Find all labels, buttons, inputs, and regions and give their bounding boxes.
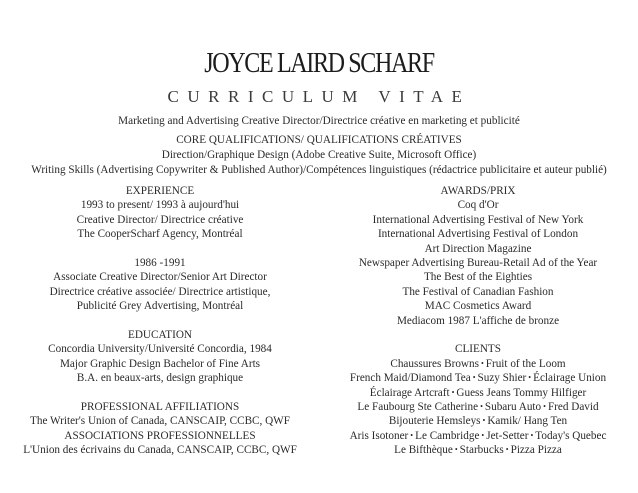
client-name: Guess Jeans Tommy Hilfiger bbox=[456, 386, 587, 399]
client-name: Le Faubourg Ste Catherine bbox=[357, 401, 479, 414]
client-name: Le Bifthèque bbox=[394, 444, 453, 457]
client-name: Éclairage Union bbox=[533, 372, 607, 385]
client-row bbox=[318, 386, 638, 400]
bullet-separator: • bbox=[479, 430, 487, 440]
candidate-name: JOYCE LAIRD SCHARF bbox=[204, 48, 434, 79]
experience-line: Directrice créative associée/ Directrice artistique, bbox=[49, 285, 271, 298]
client-row bbox=[318, 371, 638, 385]
client-name: Starbucks bbox=[459, 444, 504, 457]
award-item: Art Direction Magazine bbox=[424, 242, 532, 255]
left-column bbox=[0, 184, 320, 458]
client-name: Éclairage Artcraft bbox=[369, 386, 450, 399]
affiliations-heading: PROFESSIONAL AFFILIATIONS bbox=[80, 401, 240, 414]
award-item: Coq d'Or bbox=[457, 199, 499, 212]
client-name: Le Cambridge bbox=[415, 429, 480, 442]
experience-line: Associate Creative Director/Senior Art Director bbox=[53, 271, 267, 284]
document-title: CURRICULUM VITAE bbox=[167, 87, 471, 106]
client-name: Subaru Auto bbox=[484, 401, 542, 414]
client-name: Aris Isotoner bbox=[349, 429, 409, 442]
award-item: International Advertising Festival of London bbox=[377, 228, 579, 241]
client-row bbox=[318, 429, 638, 443]
affiliation-line: The Writer's Union of Canada, CANSCAIP, CCBC, QWF bbox=[30, 415, 290, 428]
right-column bbox=[318, 184, 638, 458]
experience-heading: EXPERIENCE bbox=[125, 185, 195, 197]
awards-heading: AWARDS/PRIX bbox=[440, 185, 516, 197]
bullet-separator: • bbox=[541, 402, 548, 412]
client-name: Fruit of the Loom bbox=[485, 357, 566, 370]
clients-list bbox=[318, 357, 638, 458]
client-row bbox=[318, 400, 638, 414]
client-name: Jet-Setter bbox=[486, 429, 529, 442]
client-name: French Maid/Diamond Tea bbox=[349, 372, 471, 385]
professional-subtitle: Marketing and Advertising Creative Director/Directrice créative en marketing et publicité bbox=[118, 115, 520, 127]
bullet-separator: • bbox=[478, 358, 486, 368]
experience-line: The CooperScharf Agency, Montréal bbox=[77, 228, 243, 241]
client-name: Pizza Pizza bbox=[510, 444, 562, 457]
bullet-separator: • bbox=[449, 387, 457, 397]
experience-line: Publicité Grey Advertising, Montréal bbox=[76, 300, 244, 313]
core-qualification-design: Direction/Graphique Design (Adobe Creative Suite, Microsoft Office) bbox=[161, 149, 477, 161]
experience-line: 1993 to present/ 1993 à aujourd'hui bbox=[80, 199, 240, 212]
client-name: Kamik/ Hang Ten bbox=[487, 415, 568, 428]
client-name: Fred David bbox=[547, 401, 599, 414]
client-name: Bijouterie Hemsleys bbox=[388, 415, 481, 428]
award-item: Newspaper Advertising Bureau-Retail Ad of the Year bbox=[358, 257, 598, 270]
bullet-separator: • bbox=[528, 430, 536, 440]
client-name: Suzy Shier bbox=[477, 372, 527, 385]
award-item: Mediacom 1987 L'affiche de bronze bbox=[396, 314, 560, 327]
bullet-separator: • bbox=[408, 430, 416, 440]
core-qualification-writing: Writing Skills (Advertising Copywriter & Published Author)/Compétences linguistiques (rédactrice publicitaire et auteur publié) bbox=[31, 164, 607, 176]
bullet-separator: • bbox=[526, 373, 534, 383]
client-name: Today's Quebec bbox=[535, 429, 607, 442]
bullet-separator: • bbox=[470, 373, 478, 383]
client-name: Chaussures Browns bbox=[390, 357, 479, 370]
client-row bbox=[318, 414, 638, 428]
clients-heading: CLIENTS bbox=[455, 343, 501, 356]
experience-line: Creative Director/ Directrice créative bbox=[76, 213, 244, 226]
award-item: The Festival of Canadian Fashion bbox=[402, 285, 554, 298]
bullet-separator: • bbox=[480, 416, 488, 426]
award-item: International Advertising Festival of New York bbox=[372, 213, 584, 226]
bullet-separator: • bbox=[478, 402, 485, 412]
core-qualifications-heading: CORE QUALIFICATIONS/ QUALIFICATIONS CRÉATIVES bbox=[176, 134, 462, 146]
education-line: Major Graphic Design Bachelor of Fine Arts bbox=[59, 357, 261, 370]
affiliation-line: ASSOCIATIONS PROFESSIONNELLES bbox=[64, 429, 256, 442]
education-heading: EDUCATION bbox=[127, 329, 192, 342]
education-line: B.A. en beaux-arts, design graphique bbox=[76, 372, 244, 385]
client-row bbox=[318, 357, 638, 371]
award-item: MAC Cosmetics Award bbox=[424, 300, 532, 313]
client-row bbox=[318, 443, 638, 457]
bullet-separator: • bbox=[452, 445, 460, 455]
experience-line: 1986 -1991 bbox=[134, 257, 186, 270]
affiliation-line: L'Union des écrivains du Canada, CANSCAIP, CCBC, QWF bbox=[23, 444, 297, 457]
award-item: The Best of the Eighties bbox=[423, 271, 533, 284]
bullet-separator: • bbox=[503, 445, 511, 455]
education-line: Concordia University/Université Concordia, 1984 bbox=[48, 343, 272, 356]
